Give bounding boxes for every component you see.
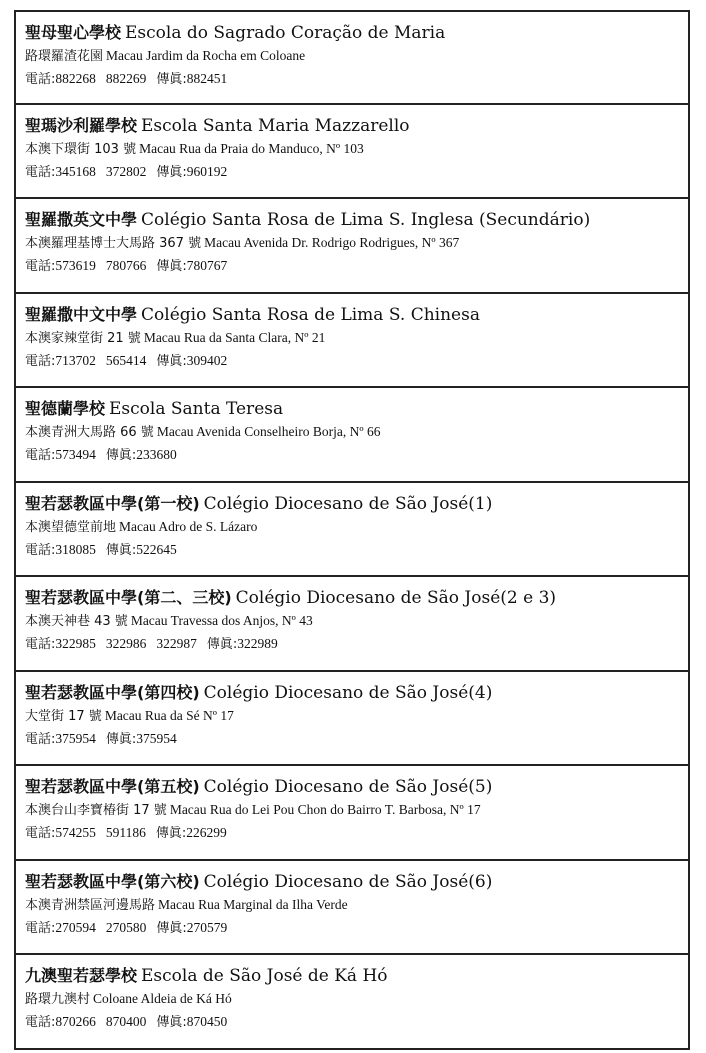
phone-number: 270580 [105,919,147,935]
school-name-portuguese: Colégio Santa Rosa de Lima S. Inglesa (Secundário) [141,210,591,230]
fax-label: 傳眞: [105,448,137,463]
school-contact-line [25,255,688,278]
address-chinese: 本澳望德堂前地 [25,519,117,535]
address-chinese: 本澳天神巷 43 號 [25,614,128,629]
address-chinese: 本澳家辣堂街 21 號 [25,330,141,346]
address-portuguese: Macau Rua da Santa Clara, Nº 21 [143,329,326,345]
phone-number: 322987 [156,636,197,651]
school-name-portuguese: Escola do Sagrado Coração de Maria [125,23,446,43]
fax-label: 傳眞: [105,542,137,558]
fax-label: 傳眞: [156,920,187,936]
phone-number: 573494 [55,447,96,462]
school-name-line [25,114,688,138]
address-chinese: 路環九澳村 [25,992,91,1007]
school-contact-line [25,1011,688,1034]
fax-number: 233680 [136,447,177,462]
school-entry [14,955,690,1050]
school-name-chinese: 聖德蘭學校 [25,399,106,418]
phone-number: 882268 [55,71,96,86]
phone-label: 電話: [25,164,56,180]
school-entry [14,294,690,389]
fax-number: 270579 [186,919,228,935]
fax-number: 375954 [136,730,177,746]
school-address-line [25,705,688,728]
address-portuguese: Macau Rua da Sé Nº 17 [104,707,234,723]
phone-label: 電話: [25,542,56,558]
address-chinese: 本澳青洲大馬路 66 號 [25,425,154,440]
phone-number: 882269 [105,71,147,86]
phone-number: 565414 [105,352,147,368]
school-entry [14,105,690,200]
address-portuguese: Macau Jardim da Rocha em Coloane [106,48,306,63]
school-name-portuguese: Colégio Diocesano de São José(2 e 3) [235,588,557,608]
school-contact-line [25,68,688,91]
school-contact-line [25,633,688,656]
school-name-line [25,681,688,705]
school-name-line [25,492,688,516]
address-portuguese: Macau Rua Marginal da Ilha Verde [158,896,348,912]
phone-number: 345168 [55,163,96,179]
address-chinese: 本澳台山李寶椿街 17 號 [25,803,167,818]
school-name-line [25,870,688,894]
school-contact-line [25,161,688,184]
phone-number: 713702 [55,352,96,368]
address-chinese: 本澳青洲禁區河邊馬路 [25,897,156,913]
school-name-line [25,303,688,327]
school-contact-line [25,728,688,751]
fax-number: 882451 [186,71,228,86]
school-name-portuguese: Escola Santa Maria Mazzarello [141,115,410,136]
school-name-chinese: 聖羅撒中文中學 [25,304,138,324]
school-address-line [25,799,688,822]
phone-label: 電話: [25,448,56,463]
phone-number: 375954 [55,730,96,746]
phone-label: 電話: [25,731,56,747]
address-portuguese: Macau Rua da Praia do Manduco, Nº 103 [139,140,364,156]
fax-label: 傳眞: [156,1015,187,1030]
school-entry [14,766,690,861]
school-entry [14,861,690,956]
phone-number: 372802 [105,163,147,179]
phone-number: 322986 [105,636,147,651]
school-name-portuguese: Colégio Diocesano de São José(4) [203,682,493,703]
phone-label: 電話: [25,353,56,369]
school-contact-line [25,539,688,562]
school-name-portuguese: Escola de São José de Ká Hó [141,966,388,986]
school-address-line [25,421,688,444]
school-name-portuguese: Colégio Santa Rosa de Lima S. Chinesa [141,304,480,325]
school-address-line [25,138,688,161]
address-chinese: 路環羅渣花園 [25,49,104,64]
phone-label: 電話: [25,72,56,87]
fax-number: 309402 [186,352,228,368]
fax-label: 傳眞: [206,637,238,652]
school-name-line [25,21,688,45]
school-entry [14,577,690,672]
fax-label: 傳眞: [156,72,187,87]
school-name-chinese: 聖瑪沙利羅學校 [25,115,138,135]
address-chinese: 大堂街 17 號 [25,708,102,724]
address-portuguese: Macau Travessa dos Anjos, Nº 43 [130,613,313,628]
fax-number: 522645 [136,541,177,557]
phone-number: 591186 [105,825,146,840]
school-name-line [25,964,688,988]
address-portuguese: Macau Adro de S. Lázaro [119,518,258,534]
school-name-chinese: 聖若瑟教區中學(第二、三校) [25,588,232,607]
school-contact-line [25,822,688,845]
address-portuguese: Macau Avenida Conselheiro Borja, Nº 66 [156,424,381,439]
school-name-portuguese: Colégio Diocesano de São José(5) [203,777,493,797]
school-address-line [25,327,688,350]
school-address-line [25,894,688,917]
school-name-chinese: 聖羅撒英文中學 [25,210,138,229]
school-name-line [25,208,688,232]
address-portuguese: Macau Avenida Dr. Rodrigo Rodrigues, Nº 367 [204,235,460,250]
phone-number: 780766 [105,258,147,273]
school-address-line [25,45,688,68]
school-contact-line [25,917,688,940]
fax-number: 322989 [237,636,278,651]
fax-label: 傳眞: [155,826,187,841]
school-address-line [25,988,688,1011]
fax-label: 傳眞: [156,353,187,369]
phone-number: 870266 [55,1014,96,1029]
phone-label: 電話: [25,1015,56,1030]
phone-number: 322985 [55,636,96,651]
school-name-portuguese: Colégio Diocesano de São José(1) [203,493,493,514]
fax-number: 960192 [186,163,228,179]
fax-number: 780767 [186,258,228,273]
address-chinese: 本澳下環街 103 號 [25,141,137,157]
school-name-line [25,397,688,421]
phone-label: 電話: [25,826,56,841]
school-name-chinese: 聖若瑟教區中學(第四校) [25,682,200,702]
school-name-portuguese: Colégio Diocesano de São José(6) [203,871,493,892]
school-contact-line [25,350,688,373]
school-entry [14,388,690,483]
school-name-line [25,775,688,799]
address-portuguese: Coloane Aldeia de Ká Hó [93,991,232,1006]
school-entry [14,672,690,767]
school-entry [14,10,690,105]
fax-number: 226299 [186,825,227,840]
phone-number: 573619 [55,258,96,273]
school-address-line [25,232,688,255]
school-name-chinese: 聖若瑟教區中學(第六校) [25,871,200,891]
school-name-chinese: 九澳聖若瑟學校 [25,966,138,985]
school-name-chinese: 聖若瑟教區中學(第五校) [25,777,200,796]
school-entry [14,483,690,578]
school-address-line [25,610,688,633]
school-contact-line [25,444,688,467]
phone-number: 574255 [55,825,96,840]
address-chinese: 本澳羅理基博士大馬路 367 號 [25,236,202,251]
school-name-line [25,586,688,610]
school-name-portuguese: Escola Santa Teresa [109,399,284,419]
phone-number: 870400 [105,1014,147,1029]
school-address-line [25,516,688,539]
school-name-chinese: 聖若瑟教區中學(第一校) [25,493,200,513]
phone-label: 電話: [25,637,56,652]
fax-label: 傳眞: [105,731,137,747]
fax-label: 傳眞: [156,164,187,180]
address-portuguese: Macau Rua do Lei Pou Chon do Bairro T. Barbosa, Nº 17 [169,802,481,817]
school-directory [14,10,690,1050]
fax-number: 870450 [186,1014,228,1029]
phone-label: 電話: [25,259,56,274]
school-entry [14,199,690,294]
school-name-chinese: 聖母聖心學校 [25,23,122,42]
phone-label: 電話: [25,920,56,936]
phone-number: 318085 [55,541,96,557]
fax-label: 傳眞: [156,259,187,274]
phone-number: 270594 [55,919,96,935]
